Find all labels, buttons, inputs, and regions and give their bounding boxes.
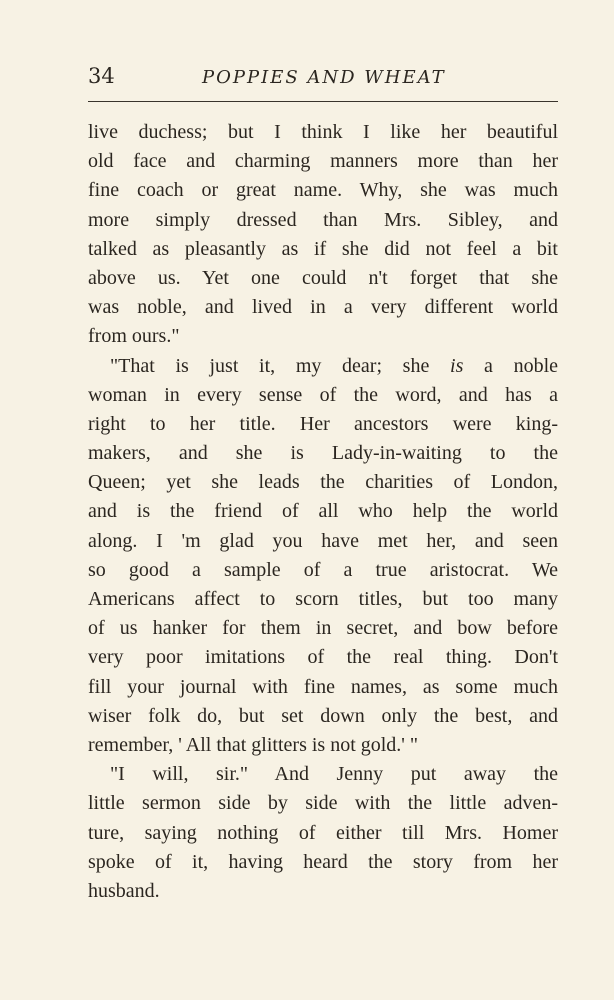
text-line: talked as pleasantly as if she did not feel a bit <box>88 237 558 260</box>
text-line: woman in every sense of the word, and has a <box>88 383 558 406</box>
text-line: and is the friend of all who help the world <box>88 500 558 523</box>
text-line: husband. <box>88 879 160 902</box>
text-line: "I will, sir." And Jenny put away the <box>110 763 558 786</box>
running-head <box>88 62 558 94</box>
text-line: remember, ' All that glitters is not gold.' " <box>88 733 419 756</box>
text-line: Americans affect to scorn titles, but too many <box>88 588 558 610</box>
text-line: of us hanker for them in secret, and bow before <box>88 617 558 640</box>
text-line: above us. Yet one could n't forget that she <box>88 266 558 289</box>
text-line: very poor imitations of the real thing. Don't <box>88 646 558 669</box>
text-line: fine coach or great name. Why, she was much <box>88 179 558 202</box>
text-line: ture, saying nothing of either till Mrs. Homer <box>88 821 558 844</box>
book-title: POPPIES AND WHEAT <box>202 67 446 88</box>
text-line: along. I 'm glad you have met her, and seen <box>88 529 558 552</box>
text-line: wiser folk do, but set down only the best, and <box>88 704 558 727</box>
body-text <box>88 118 558 906</box>
page-number: 34 <box>88 64 115 88</box>
text-line: fill your journal with fine names, as some much <box>88 675 558 698</box>
text-line: was noble, and lived in a very different world <box>88 296 558 319</box>
text-line: old face and charming manners more than her <box>88 150 558 173</box>
text-line: live duchess; but I think I like her beautiful <box>88 121 558 143</box>
text-line: little sermon side by side with the little adven- <box>88 792 558 815</box>
text-line: spoke of it, having heard the story from her <box>88 850 558 873</box>
header-rule <box>88 101 558 102</box>
text-line: makers, and she is Lady-in-waiting to the <box>88 442 558 465</box>
text-line: "That is just it, my dear; she is a noble <box>110 354 558 377</box>
text-line: more simply dressed than Mrs. Sibley, and <box>88 208 558 231</box>
text-line: from ours." <box>88 325 180 348</box>
text-line: right to her title. Her ancestors were king- <box>88 412 558 435</box>
text-line: so good a sample of a true aristocrat. We <box>88 558 558 581</box>
text-line: Queen; yet she leads the charities of London, <box>88 471 558 494</box>
